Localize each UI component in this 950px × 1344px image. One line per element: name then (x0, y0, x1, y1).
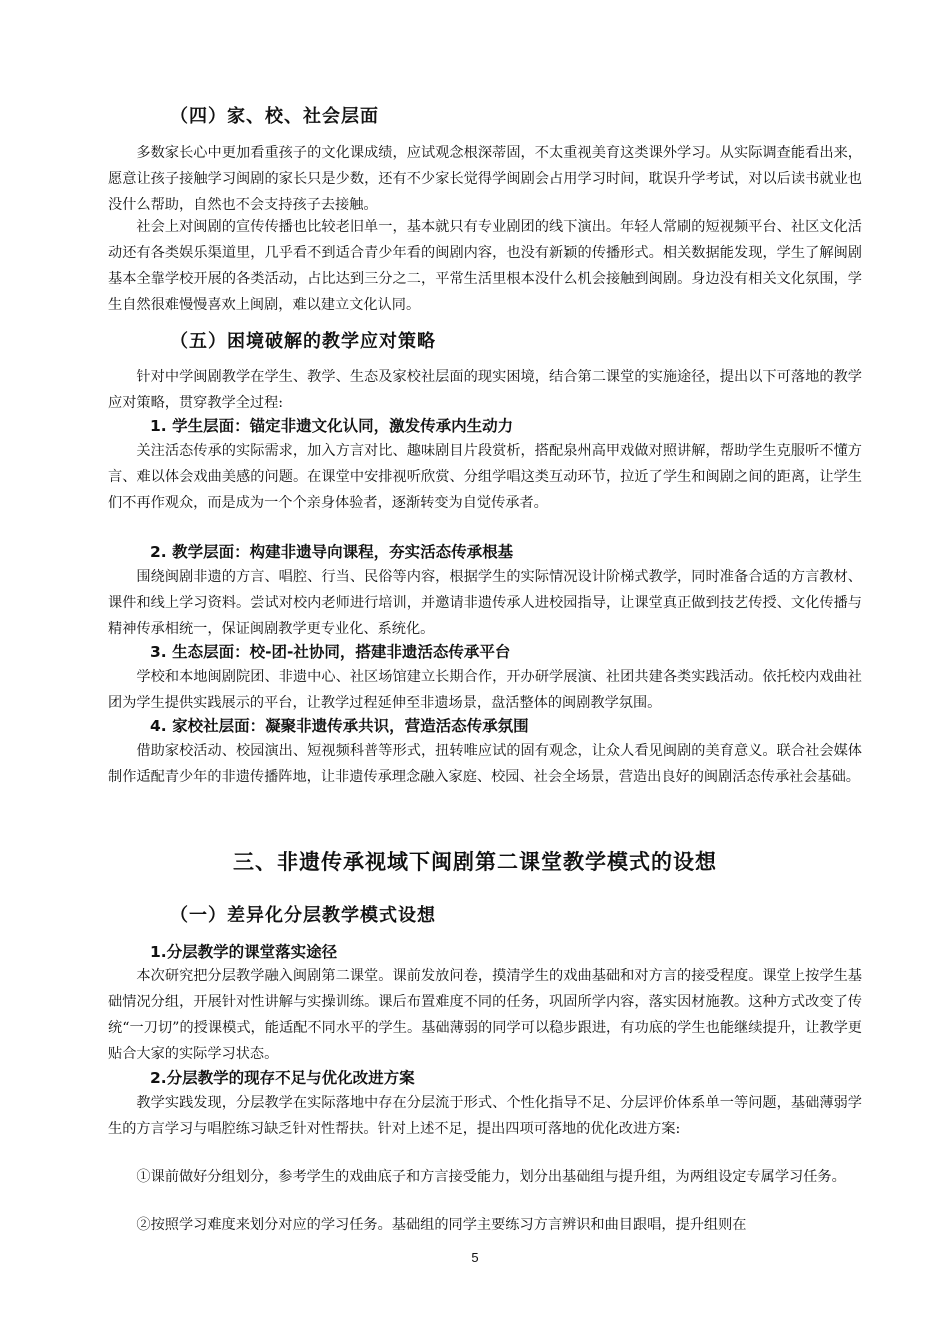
paragraph: 本次研究把分层教学融入闽剧第二课堂。课前发放问卷，摸清学生的戏曲基础和对方言的接受程度。课堂上按学生基础情况分组，开展针对性讲解与实操训练。课后布置难度不同的任务，巩固所学内容，落实因材施教。这种方式改变了传统“一刀切”的授课模式，能适配不同水平的学生。基础薄弱的同学可以稳步跟进，有功底的学生也能继续提升，让教学更贴合大家的实际学习状态。 (108, 968, 862, 1062)
subsection-heading-1: （一）差异化分层教学模式设想 (170, 905, 436, 926)
chapter-heading: 三、非遗传承视域下闽剧第二课堂教学模式的设想 (233, 850, 717, 874)
strategy-heading-1: 1. 学生层面：锚定非遗文化认同，激发传承内生动力 (150, 417, 514, 435)
paragraph: 关注活态传承的实际需求，加入方言对比、趣味剧目片段赏析，搭配泉州高甲戏做对照讲解，帮助学生克服听不懂方言、难以体会戏曲美感的问题。在课堂中安排视听欣赏、分组学唱这类互动环节，拉近了学生和闽剧之间的距离，让学生们不再作观众，而是成为一个个亲身体验者，逐渐转变为自觉传承者。 (108, 443, 862, 511)
strategy-heading-4: 4. 家校社层面：凝聚非遗传承共识，营造活态传承氛围 (150, 717, 529, 735)
section-heading-4: （四）家、校、社会层面 (170, 106, 379, 127)
paragraph: 针对中学闽剧教学在学生、教学、生态及家校社层面的现实困境，结合第二课堂的实施途径，提出以下可落地的教学应对策略，贯穿教学全过程: (108, 369, 862, 411)
paragraph: 多数家长心中更加看重孩子的文化课成绩，应试观念根深蒂固，不太重视美育这类课外学习。从实际调查能看出来，愿意让孩子接触学习闽剧的家长只是少数，还有不少家长觉得学闽剧会占用学习时间，耽误升学考试，对以后读书就业也没什么帮助，自然也不会支持孩子去接触。 (108, 145, 862, 213)
strategy-heading-2: 2. 教学层面：构建非遗导向课程，夯实活态传承根基 (150, 543, 514, 561)
paragraph: 学校和本地闽剧院团、非遗中心、社区场馆建立长期合作，开办研学展演、社团共建各类实践活动。依托校内戏曲社团为学生提供实践展示的平台，让教学过程延伸至非遗场景，盘活整体的闽剧教学氛围。 (108, 669, 862, 711)
point-heading-1: 1.分层教学的课堂落实途径 (150, 943, 338, 961)
paragraph: 围绕闽剧非遗的方言、唱腔、行当、民俗等内容，根据学生的实际情况设计阶梯式教学，同时准备合适的方言教材、课件和线上学习资料。尝试对校内老师进行培训，并邀请非遗传承人进校园指导，让课堂真正做到技艺传授、文化传播与精神传承相统一，保证闽剧教学更专业化、系统化。 (108, 569, 862, 637)
paragraph: 借助家校活动、校园演出、短视频科普等形式，扭转唯应试的固有观念，让众人看见闽剧的美育意义。联合社会媒体制作适配青少年的非遗传播阵地，让非遗传承理念融入家庭、校园、社会全场景，营造出良好的闽剧活态传承社会基础。 (108, 743, 862, 785)
paragraph: 社会上对闽剧的宣传传播也比较老旧单一，基本就只有专业剧团的线下演出。年轻人常刷的短视频平台、社区文化活动还有各类娱乐渠道里，几乎看不到适合青少年看的闽剧内容，也没有新颖的传播形式。相关数据能发现，学生了解闽剧基本全靠学校开展的各类活动，占比达到三分之二，平常生活里根本没什么机会接触到闽剧。身边没有相关文化氛围，学生自然很难慢慢喜欢上闽剧，难以建立文化认同。 (108, 219, 862, 313)
paragraph: 教学实践发现，分层教学在实际落地中存在分层流于形式、个性化指导不足、分层评价体系单一等问题，基础薄弱学生的方言学习与唱腔练习缺乏针对性帮扶。针对上述不足，提出四项可落地的优化改进方案: (108, 1095, 862, 1137)
page-number: 5 (471, 1250, 479, 1265)
list-item: ②按照学习难度来划分对应的学习任务。基础组的同学主要练习方言辨识和曲目跟唱，提升组则在 (136, 1217, 747, 1233)
section-heading-5: （五）困境破解的教学应对策略 (170, 331, 436, 352)
point-heading-2: 2.分层教学的现存不足与优化改进方案 (150, 1069, 415, 1087)
strategy-heading-3: 3. 生态层面：校-团-社协同，搭建非遗活态传承平台 (150, 643, 511, 661)
list-item: ①课前做好分组划分，参考学生的戏曲底子和方言接受能力，划分出基础组与提升组，为两组设定专属学习任务。 (136, 1169, 846, 1185)
